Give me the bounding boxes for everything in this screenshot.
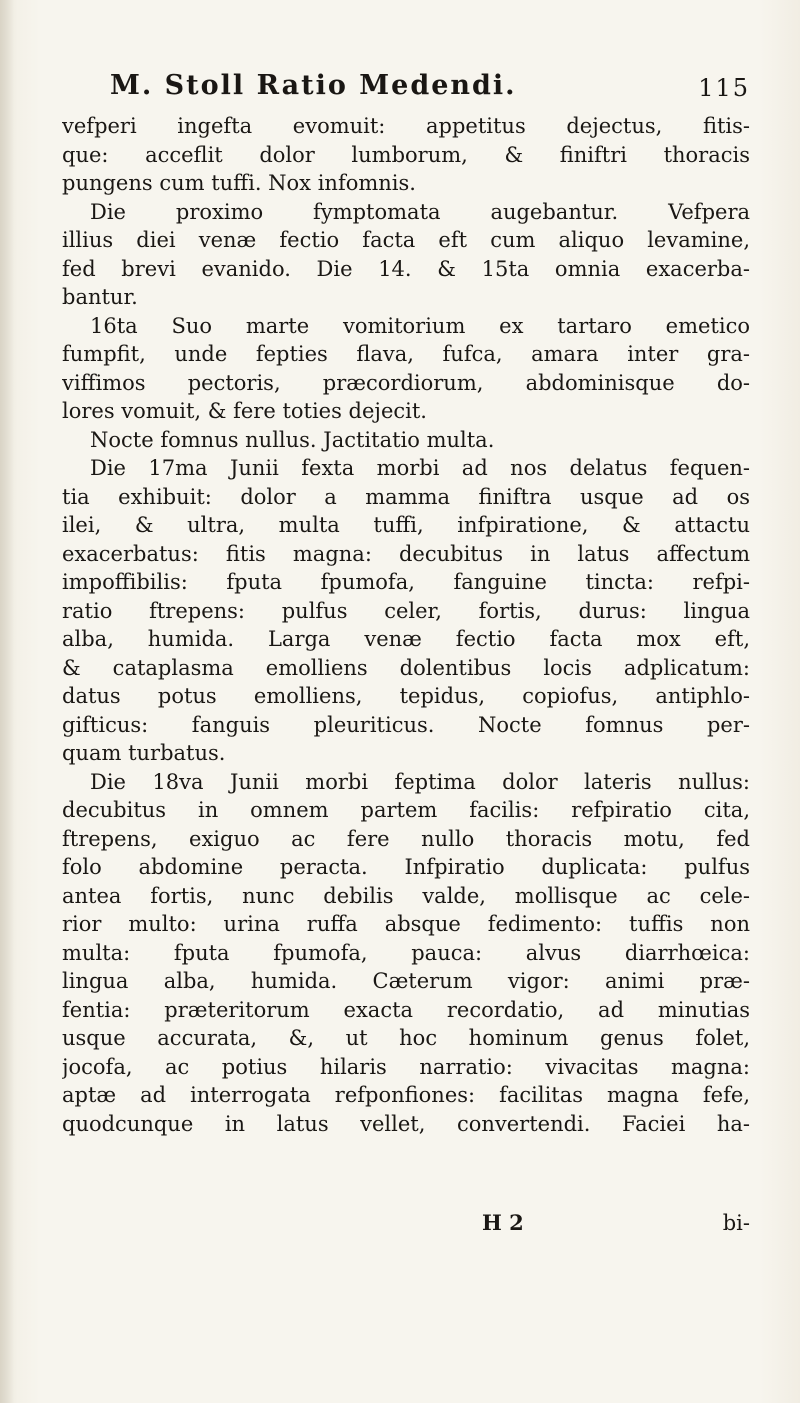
- text-line: bantur.: [62, 285, 138, 309]
- text-line: vefperi ingefta evomuit: appetitus dejectus, fitis-: [62, 114, 750, 138]
- text-line: que: acceflit dolor lumborum, & finiftri thoracis: [62, 142, 750, 167]
- text-line: Die 18va Junii morbi feptima dolor lateris nullus:: [90, 769, 750, 794]
- text-line: fentia: præteritorum exacta recordatio, ad minutias: [62, 997, 750, 1022]
- text-line: ratio ftrepens: pulfus celer, fortis, durus: lingua: [62, 598, 750, 623]
- text-line: 16ta Suo marte vomitorium ex tartaro emetico: [90, 313, 750, 338]
- text-line: ilei, & ultra, multa tuffi, infpiratione, & attactu: [62, 513, 750, 537]
- text-line: aptæ ad interrogata refponfiones: facilitas magna fefe,: [62, 1083, 750, 1107]
- text-line: & cataplasma emolliens dolentibus locis adplicatum:: [62, 655, 750, 680]
- page-number: 115: [698, 74, 750, 102]
- text-line: decubitus in omnem partem facilis: refpiratio cita,: [62, 798, 750, 822]
- body-text: [62, 112, 750, 1138]
- text-line: lingua alba, humida. Cæterum vigor: animi præ-: [62, 969, 750, 993]
- text-line: rior multo: urina ruffa absque fedimento: tuffis non: [62, 912, 750, 936]
- text-line: datus potus emolliens, tepidus, copiofus, antiphlo-: [62, 684, 750, 708]
- text-line: lores vomuit, & fere toties dejecit.: [62, 399, 427, 423]
- text-line: quodcunque in latus vellet, convertendi. Faciei ha-: [62, 1111, 750, 1136]
- page-footer: [62, 1208, 750, 1238]
- text-line: usque accurata, &, ut hoc hominum genus folet,: [62, 1026, 750, 1050]
- text-line: Nocte fomnus nullus. Jactitatio multa.: [90, 427, 495, 452]
- text-line: folo abdomine peracta. Infpiratio duplicata: pulfus: [62, 855, 750, 879]
- text-line: viffimos pectoris, præcordiorum, abdominisque do-: [62, 370, 750, 395]
- text-line: Die proximo fymptomata augebantur. Vefpera: [90, 199, 750, 224]
- page-gutter-shadow: [0, 0, 14, 1403]
- running-head-title: M. Stoll Ratio Medendi.: [110, 70, 517, 101]
- text-line: antea fortis, nunc debilis valde, mollisque ac cele-: [62, 883, 750, 908]
- running-head: [110, 70, 750, 110]
- text-line: pungens cum tuffi. Nox infomnis.: [62, 171, 416, 195]
- text-line: gifticus: fanguis pleuriticus. Nocte fomnus per-: [62, 712, 750, 737]
- text-line: fed brevi evanido. Die 14. & 15ta omnia exacerba-: [62, 256, 750, 281]
- text-line: fumpfit, unde fepties flava, fufca, amara inter gra-: [62, 342, 750, 366]
- text-line: jocofa, ac potius hilaris narratio: vivacitas magna:: [62, 1054, 750, 1079]
- text-line: illius diei venæ fectio facta eft cum aliquo levamine,: [62, 228, 750, 252]
- text-line: impoffibilis: fputa fpumofa, fanguine tincta: refpi-: [62, 570, 750, 594]
- text-line: alba, humida. Larga venæ fectio facta mox eft,: [62, 627, 750, 651]
- text-line: Die 17ma Junii fexta morbi ad nos delatus fequen-: [90, 456, 750, 480]
- text-line: tia exhibuit: dolor a mamma finiftra usque ad os: [62, 484, 750, 509]
- text-line: ftrepens, exiguo ac fere nullo thoracis motu, fed: [62, 826, 750, 851]
- text-line: multa: fputa fpumofa, pauca: alvus diarrhœica:: [62, 940, 750, 965]
- signature-mark: H 2: [482, 1210, 524, 1235]
- catchword: bi-: [722, 1211, 750, 1235]
- text-line: exacerbatus: fitis magna: decubitus in latus affectum: [62, 541, 750, 566]
- text-line: quam turbatus.: [62, 741, 226, 765]
